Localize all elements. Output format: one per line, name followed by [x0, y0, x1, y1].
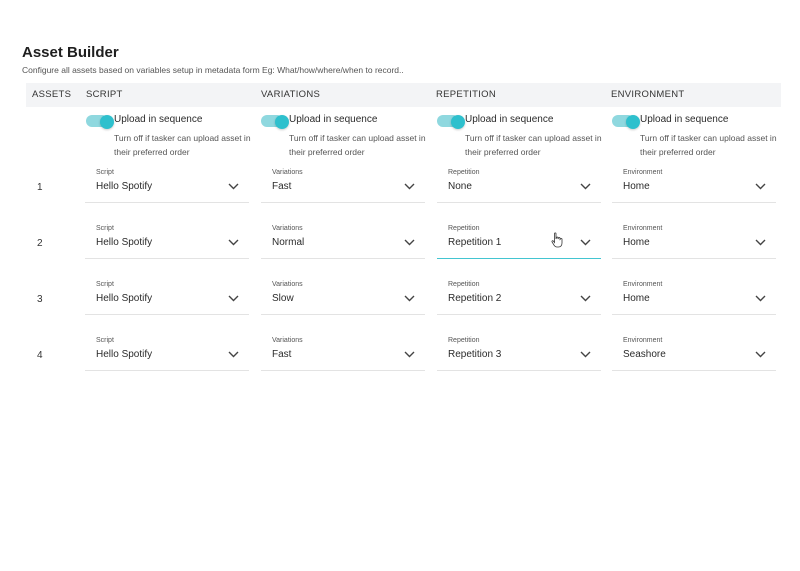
chevron-down-icon [755, 295, 766, 302]
toggle-label: Upload in sequence [114, 114, 203, 125]
select-value: Hello Spotify [96, 237, 153, 248]
environment-select[interactable] [612, 225, 776, 259]
select-value: Fast [272, 181, 292, 192]
select-label: Environment [623, 337, 663, 344]
select-value: Hello Spotify [96, 181, 153, 192]
toggle-switch[interactable] [86, 115, 108, 127]
repetition-select[interactable] [437, 281, 601, 315]
header-variations: VARIATIONS [261, 89, 321, 100]
header-assets: ASSETS [32, 89, 72, 100]
toggle-description: Turn off if tasker can upload asset in their preferred order [640, 133, 777, 157]
select-value: Hello Spotify [96, 293, 153, 304]
header-repetition: REPETITION [436, 89, 497, 100]
row-number: 2 [37, 238, 43, 249]
chevron-down-icon [404, 351, 415, 358]
toggle-knob [100, 115, 114, 129]
select-value: None [448, 181, 472, 192]
script-select[interactable] [85, 169, 249, 203]
select-label: Repetition [448, 337, 480, 344]
chevron-down-icon [404, 239, 415, 246]
variations-select[interactable] [261, 337, 425, 371]
select-label: Variations [272, 281, 303, 288]
select-value: Home [623, 237, 650, 248]
select-value: Seashore [623, 349, 666, 360]
table-header [26, 83, 781, 107]
select-value: Repetition 3 [448, 349, 502, 360]
select-value: Normal [272, 237, 305, 248]
row-number: 1 [37, 182, 43, 193]
select-label: Variations [272, 225, 303, 232]
environment-select[interactable] [612, 169, 776, 203]
select-label: Script [96, 281, 114, 288]
script-select[interactable] [85, 225, 249, 259]
toggle-switch[interactable] [612, 115, 634, 127]
variations-select[interactable] [261, 169, 425, 203]
variations-select[interactable] [261, 225, 425, 259]
select-label: Environment [623, 281, 663, 288]
repetition-select[interactable] [437, 169, 601, 203]
select-label: Script [96, 225, 114, 232]
select-value: Home [623, 293, 650, 304]
header-environment: ENVIRONMENT [611, 89, 685, 100]
select-label: Repetition [448, 225, 480, 232]
toggle-description: Turn off if tasker can upload asset in their preferred order [114, 133, 251, 157]
row-number: 3 [37, 294, 43, 305]
toggle-knob [451, 115, 465, 129]
select-label: Script [96, 169, 114, 176]
select-label: Script [96, 337, 114, 344]
select-label: Repetition [448, 169, 480, 176]
toggle-label: Upload in sequence [640, 114, 729, 125]
select-value: Repetition 2 [448, 293, 502, 304]
hand-pointer-icon [551, 232, 563, 248]
chevron-down-icon [580, 351, 591, 358]
chevron-down-icon [580, 239, 591, 246]
page-title: Asset Builder [22, 44, 119, 61]
chevron-down-icon [755, 239, 766, 246]
variations-select[interactable] [261, 281, 425, 315]
chevron-down-icon [404, 183, 415, 190]
toggle-switch[interactable] [261, 115, 283, 127]
select-label: Repetition [448, 281, 480, 288]
chevron-down-icon [228, 239, 239, 246]
repetition-select[interactable] [437, 225, 601, 259]
script-select[interactable] [85, 281, 249, 315]
toggle-description: Turn off if tasker can upload asset in their preferred order [465, 133, 602, 157]
repetition-select[interactable] [437, 337, 601, 371]
page-subtitle: Configure all assets based on variables setup in metadata form Eg: What/how/where/when to record.. [22, 65, 404, 75]
toggle-label: Upload in sequence [465, 114, 554, 125]
environment-select[interactable] [612, 281, 776, 315]
toggle-switch[interactable] [437, 115, 459, 127]
chevron-down-icon [404, 295, 415, 302]
select-value: Hello Spotify [96, 349, 153, 360]
toggle-description: Turn off if tasker can upload asset in their preferred order [289, 133, 426, 157]
chevron-down-icon [228, 351, 239, 358]
chevron-down-icon [755, 351, 766, 358]
header-script: SCRIPT [86, 89, 123, 100]
chevron-down-icon [580, 295, 591, 302]
toggle-knob [275, 115, 289, 129]
chevron-down-icon [580, 183, 591, 190]
script-select[interactable] [85, 337, 249, 371]
toggle-label: Upload in sequence [289, 114, 378, 125]
select-value: Repetition 1 [448, 237, 502, 248]
select-label: Environment [623, 225, 663, 232]
chevron-down-icon [228, 295, 239, 302]
row-number: 4 [37, 350, 43, 361]
chevron-down-icon [755, 183, 766, 190]
select-value: Fast [272, 349, 292, 360]
select-label: Variations [272, 169, 303, 176]
environment-select[interactable] [612, 337, 776, 371]
toggle-knob [626, 115, 640, 129]
select-label: Variations [272, 337, 303, 344]
select-label: Environment [623, 169, 663, 176]
chevron-down-icon [228, 183, 239, 190]
select-value: Home [623, 181, 650, 192]
select-value: Slow [272, 293, 294, 304]
